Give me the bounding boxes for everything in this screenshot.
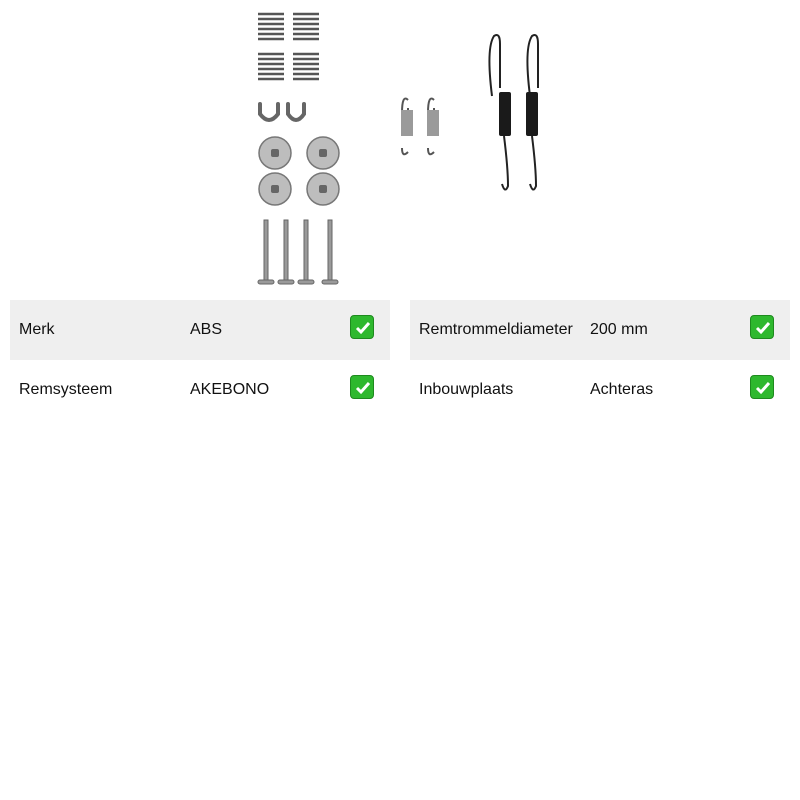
spec-label: Remtrommeldiameter (419, 321, 573, 338)
spec-table-left (10, 300, 390, 420)
brake-shoe-fitting-kit-image (250, 8, 550, 288)
spec-table-right (410, 300, 790, 420)
spec-label: Merk (19, 321, 55, 338)
spec-label: Inbouwplaats (419, 381, 514, 398)
spec-value: ABS (190, 321, 223, 338)
spec-value: 200 mm (590, 321, 648, 338)
check-mark-button-icon (750, 315, 774, 339)
spec-label: Remsysteem (19, 381, 113, 398)
spec-row (10, 360, 390, 420)
spec-value: AKEBONO (190, 381, 270, 398)
spec-row (410, 300, 790, 360)
check-mark-button-icon (750, 375, 774, 399)
spec-value: Achteras (590, 381, 654, 398)
spec-row (410, 360, 790, 420)
check-mark-button-icon (350, 315, 374, 339)
check-mark-button-icon (350, 375, 374, 399)
spec-row (10, 300, 390, 360)
